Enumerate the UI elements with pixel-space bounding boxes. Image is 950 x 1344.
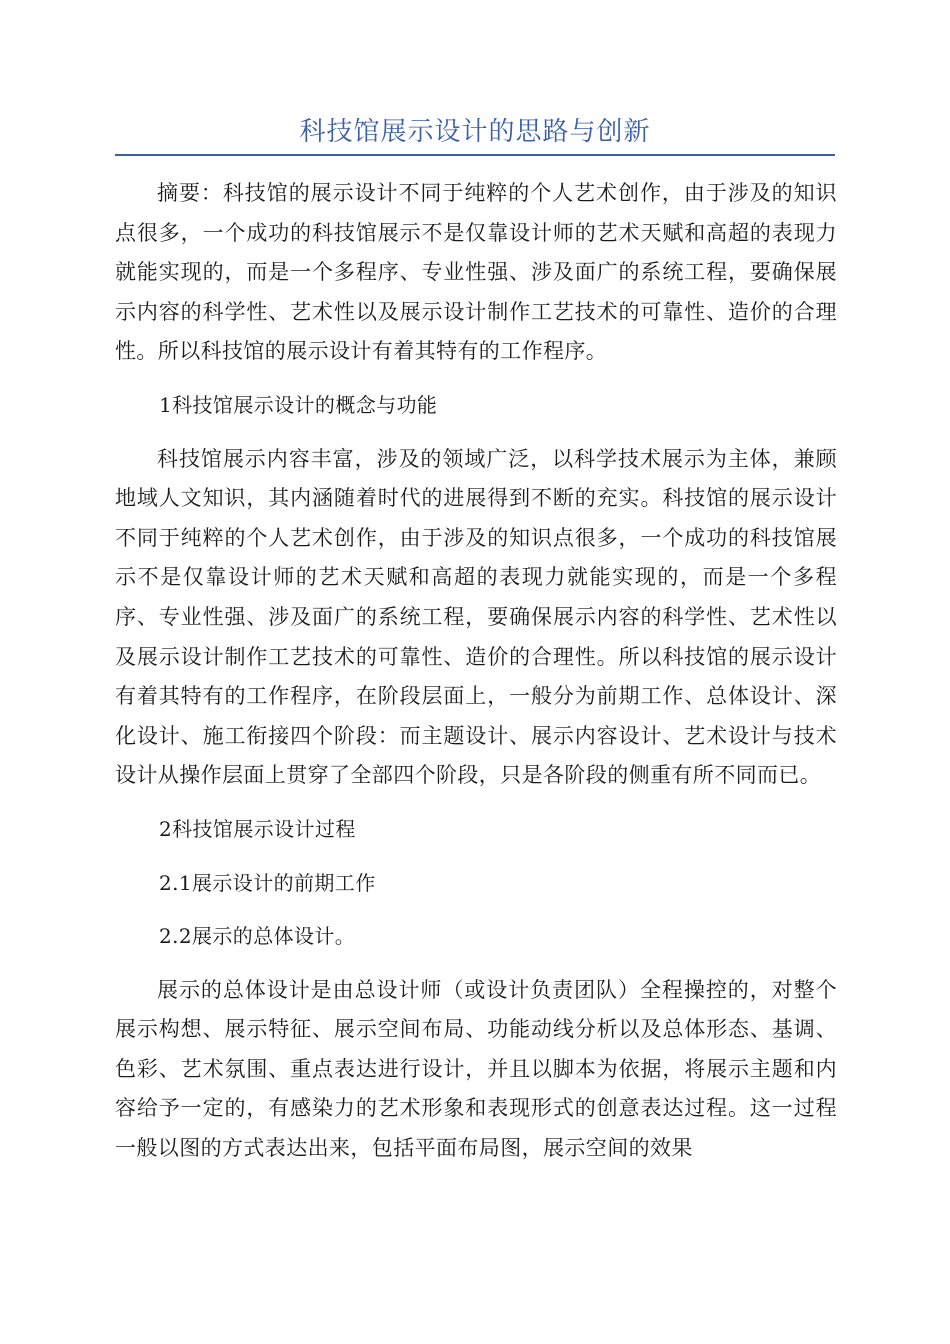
section-2-1-heading: 2.1展示设计的前期工作 [159,870,376,895]
title-underline [115,154,835,156]
document-title: 科技馆展示设计的思路与创新 [299,117,651,147]
section-2-heading: 2科技馆展示设计过程 [159,816,356,841]
document-body [115,174,837,1183]
section-1-heading: 1科技馆展示设计的概念与功能 [159,392,438,417]
section-1-paragraph: 科技馆展示内容丰富，涉及的领域广泛，以科学技术展示为主体，兼顾地域人文知识，其内涵随着时代的进展得到不断的充实。科技馆的展示设计不同于纯粹的个人艺术创作，由于涉及的知识点很多，一个成功的科技馆展示不是仅靠设计师的艺术天赋和高超的表现力就能实现的，而是一个多程序、专业性强、涉及面广的系统工程，要确保展示内容的科学性、艺术性以及展示设计制作工艺技术的可靠性、造价的合理性。所以科技馆的展示设计有着其特有的工作程序，在阶段层面上，一般分为前期工作、总体设计、深化设计、施工衔接四个阶段：而主题设计、展示内容设计、艺术设计与技术设计从操作层面上贯穿了全部四个阶段，只是各阶段的侧重有所不同而已。 [115,446,837,788]
abstract-paragraph: 摘要：科技馆的展示设计不同于纯粹的个人艺术创作，由于涉及的知识点很多，一个成功的科技馆展示不是仅靠设计师的艺术天赋和高超的表现力就能实现的，而是一个多程序、专业性强、涉及面广的系统工程，要确保展示内容的科学性、艺术性以及展示设计制作工艺技术的可靠性、造价的合理性。所以科技馆的展示设计有着其特有的工作程序。 [115,181,837,364]
section-2-2-paragraph: 展示的总体设计是由总设计师（或设计负责团队）全程操控的，对整个展示构想、展示特征、展示空间布局、功能动线分析以及总体形态、基调、色彩、艺术氛围、重点表达进行设计，并且以脚本为依据，将展示主题和内容给予一定的，有感染力的艺术形象和表现形式的创意表达过程。这一过程一般以图的方式表达出来，包括平面布局图，展示空间的效果 [115,977,837,1161]
section-2-2-heading: 2.2展示的总体设计。 [159,924,356,949]
